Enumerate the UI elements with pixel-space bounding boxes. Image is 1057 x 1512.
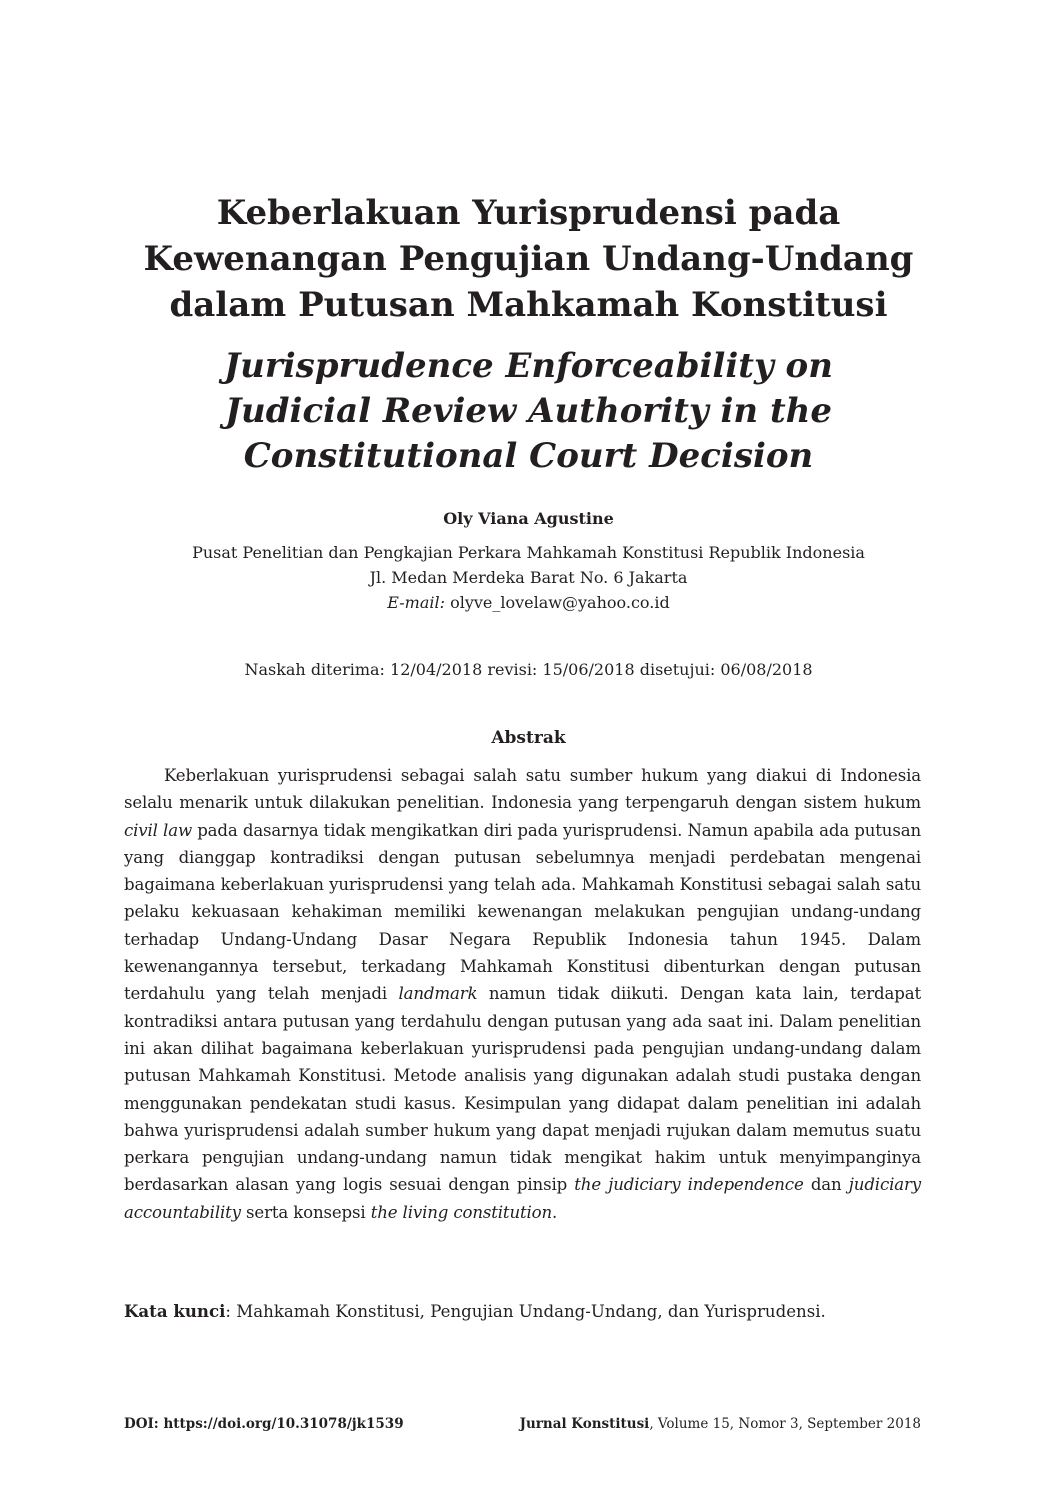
doi-link[interactable]: DOI: https://doi.org/10.31078/jk1539 bbox=[124, 1416, 404, 1432]
abstract-text: namun tidak diikuti. Dengan kata lain, terdapat kontradiksi antara putusan yang terdahulu dengan putusan yang ada saat ini. Dalam penelitian ini akan dilihat bagaimana keberlakuan yurisprudensi pada pengujian undang-undang dalam putusan Mahkamah Konstitusi. Metode analisis yang digunakan adalah studi pustaka dengan menggunakan pendekatan studi kasus. Kesimpulan yang didapat dalam penelitian ini adalah bahwa yurisprudensi adalah sumber hukum yang dapat menjadi rujukan dalam memutus suatu perkara pengujian undang-undang namun tidak mengikat hakim untuk menyimpanginya berdasarkan alasan yang logis sesuai dengan pinsip bbox=[124, 984, 921, 1195]
title-indonesian-line: Keberlakuan Yurisprudensi pada bbox=[216, 193, 841, 233]
abstract-body bbox=[124, 762, 921, 1226]
title-english bbox=[0, 344, 1057, 479]
abstract-term-landmark: landmark bbox=[398, 984, 478, 1004]
journal-info bbox=[520, 1414, 921, 1434]
email-label: E-mail: bbox=[387, 593, 445, 612]
title-indonesian-line: Kewenangan Pengujian Undang-Undang bbox=[143, 239, 914, 279]
affiliation-block bbox=[0, 540, 1057, 615]
affiliation-institution: Pusat Penelitian dan Pengkajian Perkara Mahkamah Konstitusi Republik Indonesia bbox=[192, 543, 865, 562]
title-indonesian bbox=[0, 190, 1057, 328]
affiliation-address: Jl. Medan Merdeka Barat No. 6 Jakarta bbox=[369, 568, 688, 587]
abstract-text: . bbox=[552, 1202, 558, 1222]
abstract-text: dan bbox=[803, 1175, 849, 1195]
keywords-label: Kata kunci bbox=[124, 1301, 226, 1321]
title-english-line: Jurisprudence Enforceability on bbox=[224, 346, 833, 386]
journal-name: Jurnal Konstitusi bbox=[519, 1416, 650, 1432]
journal-volume: , Volume 15, Nomor 3, September 2018 bbox=[649, 1416, 921, 1432]
abstract-term-judiciary-accountability: judiciary accountability bbox=[124, 1175, 921, 1222]
keywords-text: Mahkamah Konstitusi, Pengujian Undang-Undang, dan Yurisprudensi. bbox=[236, 1302, 826, 1321]
title-indonesian-line: dalam Putusan Mahkamah Konstitusi bbox=[169, 285, 888, 325]
email-address: olyve_lovelaw@yahoo.co.id bbox=[450, 593, 670, 612]
abstract-heading: Abstrak bbox=[491, 728, 566, 748]
keywords-separator: : bbox=[225, 1302, 237, 1321]
abstract-text: Keberlakuan yurisprudensi sebagai salah satu sumber hukum yang diakui di Indonesia selalu menarik untuk dilakukan penelitian. Indonesia yang terpengaruh dengan sistem hukum bbox=[124, 766, 921, 813]
author-name: Oly Viana Agustine bbox=[443, 509, 614, 528]
abstract-text: pada dasarnya tidak mengikatkan diri pada yurisprudensi. Namun apabila ada putusan yang dianggap kontradiksi dengan putusan sebelumnya menjadi perdebatan mengenai bagaimana keberlakuan yurisprudensi yang telah ada. Mahkamah Konstitusi sebagai salah satu pelaku kekuasaan kehakiman memiliki kewenangan melakukan pengujian undang-undang terhadap Undang-Undang Dasar Negara Republik Indonesia tahun 1945. Dalam kewenangannya tersebut, terkadang Mahkamah Konstitusi dibenturkan dengan putusan terdahulu yang telah menjadi bbox=[124, 820, 921, 1004]
keywords-line bbox=[124, 1298, 924, 1325]
submission-dates: Naskah diterima: 12/04/2018 revisi: 15/06/2018 disetujui: 06/08/2018 bbox=[244, 660, 813, 679]
title-english-line: Constitutional Court Decision bbox=[243, 436, 814, 476]
title-english-line: Judicial Review Authority in the bbox=[224, 391, 833, 431]
page-footer bbox=[124, 1414, 921, 1436]
abstract-term-living-constitution: the living constitution bbox=[370, 1202, 553, 1222]
affiliation-email-line bbox=[0, 590, 1057, 615]
abstract-term-civil-law: civil law bbox=[124, 820, 192, 840]
abstract-text: serta konsepsi bbox=[240, 1202, 371, 1222]
abstract-term-judiciary-independence: the judiciary independence bbox=[574, 1175, 804, 1195]
